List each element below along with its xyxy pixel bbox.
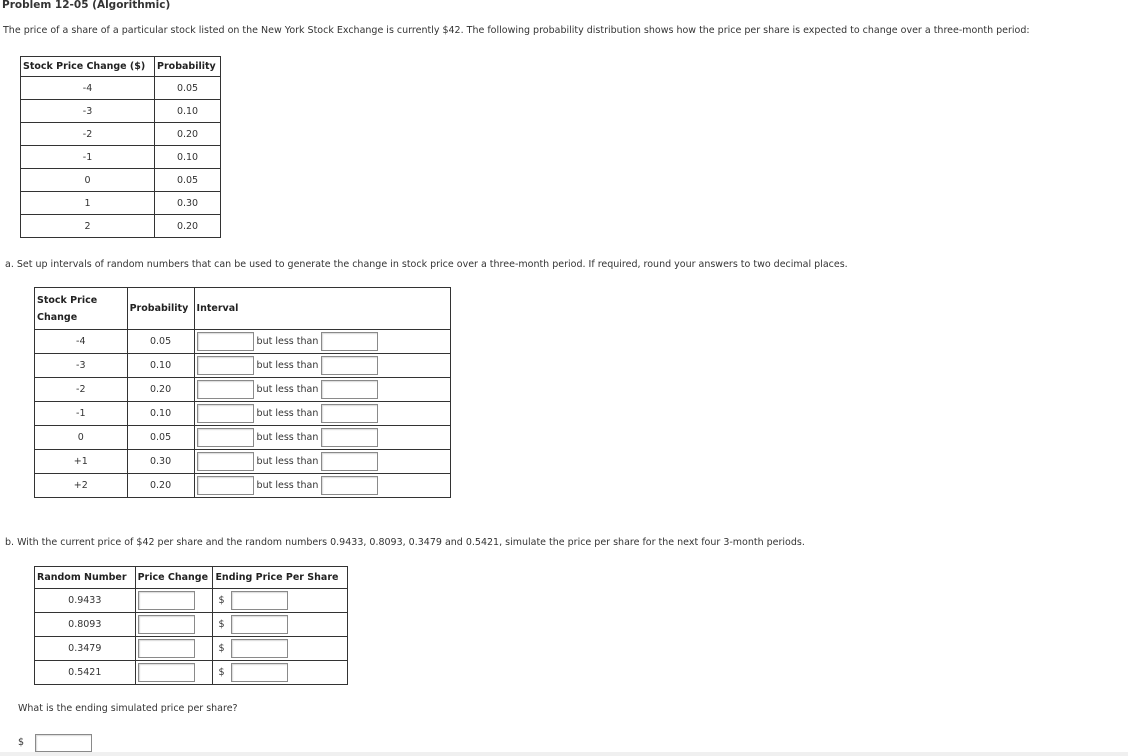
ending-price-input[interactable] (231, 591, 288, 610)
interval-row (35, 474, 451, 498)
but-less-than-label: but less than (256, 384, 319, 395)
probability-cell: 0.05 (155, 169, 221, 192)
ending-price-input[interactable] (231, 615, 288, 634)
simulation-row (35, 637, 348, 661)
ending-price-input[interactable] (231, 663, 288, 682)
probability-cell: 0.20 (155, 123, 221, 146)
interval-high-input[interactable] (321, 452, 378, 471)
probability-cell: 0.20 (127, 474, 194, 498)
distribution-row (21, 100, 221, 123)
distribution-table (20, 56, 221, 238)
interval-table (34, 287, 451, 498)
interval-cell (194, 450, 450, 474)
ending-price-answer-input[interactable] (35, 734, 92, 752)
change-cell: 2 (21, 215, 155, 238)
price-change-cell (135, 637, 213, 661)
price-change-input[interactable] (138, 639, 195, 658)
currency-symbol: $ (218, 619, 225, 630)
interval-high-input[interactable] (321, 332, 378, 351)
change-cell: -4 (21, 77, 155, 100)
header-interval: Interval (194, 288, 450, 330)
probability-cell: 0.10 (155, 146, 221, 169)
change-cell: -1 (21, 146, 155, 169)
interval-cell (194, 378, 450, 402)
but-less-than-label: but less than (256, 456, 319, 467)
but-less-than-label: but less than (256, 480, 319, 491)
interval-row (35, 450, 451, 474)
simulation-row (35, 613, 348, 637)
but-less-than-label: but less than (256, 408, 319, 419)
probability-cell: 0.20 (127, 378, 194, 402)
probability-cell: 0.05 (127, 330, 194, 354)
probability-cell: 0.05 (155, 77, 221, 100)
interval-low-input[interactable] (197, 476, 254, 495)
change-cell: -3 (35, 354, 128, 378)
change-cell: -2 (35, 378, 128, 402)
random-number-cell: 0.9433 (35, 589, 136, 613)
part-b-question: b. With the current price of $42 per share and the random numbers 0.9433, 0.8093, 0.3479 and 0.5421, simulate the price per share for the next four 3-month periods. (5, 537, 805, 548)
ending-price-cell (213, 661, 348, 685)
simulation-table (34, 566, 348, 685)
price-change-input[interactable] (138, 591, 195, 610)
interval-row (35, 330, 451, 354)
change-cell: +1 (35, 450, 128, 474)
probability-cell: 0.10 (127, 402, 194, 426)
interval-cell (194, 330, 450, 354)
distribution-row (21, 146, 221, 169)
probability-cell: 0.30 (155, 192, 221, 215)
but-less-than-label: but less than (256, 336, 319, 347)
probability-cell: 0.30 (127, 450, 194, 474)
ending-price-cell (213, 613, 348, 637)
interval-row (35, 378, 451, 402)
price-change-cell (135, 613, 213, 637)
change-cell: +2 (35, 474, 128, 498)
interval-high-input[interactable] (321, 428, 378, 447)
interval-high-input[interactable] (321, 476, 378, 495)
change-cell: -1 (35, 402, 128, 426)
bottom-scroll-strip (0, 752, 1128, 756)
header-ending-price: Ending Price Per Share (213, 567, 348, 589)
price-change-cell (135, 589, 213, 613)
header-stock-price-change: Stock Price Change ($) (21, 57, 155, 77)
interval-low-input[interactable] (197, 356, 254, 375)
distribution-row (21, 192, 221, 215)
probability-cell: 0.10 (127, 354, 194, 378)
change-cell: 1 (21, 192, 155, 215)
change-cell: -2 (21, 123, 155, 146)
header-random-number: Random Number (35, 567, 136, 589)
interval-low-input[interactable] (197, 380, 254, 399)
distribution-row (21, 77, 221, 100)
currency-symbol: $ (218, 595, 225, 606)
interval-row (35, 426, 451, 450)
interval-low-input[interactable] (197, 428, 254, 447)
interval-cell (194, 426, 450, 450)
part-a-question: a. Set up intervals of random numbers that can be used to generate the change in stock price over a three-month period. If required, round your answers to two decimal places. (5, 259, 848, 270)
interval-low-input[interactable] (197, 452, 254, 471)
interval-cell (194, 354, 450, 378)
interval-low-input[interactable] (197, 404, 254, 423)
distribution-row (21, 123, 221, 146)
change-cell: 0 (21, 169, 155, 192)
interval-row (35, 402, 451, 426)
interval-low-input[interactable] (197, 332, 254, 351)
final-answer-row (18, 732, 92, 752)
distribution-row (21, 169, 221, 192)
ending-price-cell (213, 637, 348, 661)
price-change-input[interactable] (138, 663, 195, 682)
intro-text: The price of a share of a particular stock listed on the New York Stock Exchange is currently $42. The following probability distribution shows how the price per share is expected to change over a three-month period: (3, 25, 1030, 36)
change-cell: -3 (21, 100, 155, 123)
ending-price-input[interactable] (231, 639, 288, 658)
header-stock-price-change: Stock Price Change (35, 288, 128, 330)
problem-title: Problem 12-05 (Algorithmic) (2, 0, 171, 11)
header-probability: Probability (155, 57, 221, 77)
random-number-cell: 0.5421 (35, 661, 136, 685)
header-price-change: Price Change (135, 567, 213, 589)
currency-symbol: $ (18, 737, 25, 748)
interval-high-input[interactable] (321, 356, 378, 375)
random-number-cell: 0.8093 (35, 613, 136, 637)
interval-cell (194, 474, 450, 498)
currency-symbol: $ (218, 667, 225, 678)
final-question: What is the ending simulated price per share? (18, 703, 238, 714)
interval-cell (194, 402, 450, 426)
interval-high-input[interactable] (321, 404, 378, 423)
interval-row (35, 354, 451, 378)
price-change-cell (135, 661, 213, 685)
header-probability: Probability (127, 288, 194, 330)
interval-high-input[interactable] (321, 380, 378, 399)
price-change-input[interactable] (138, 615, 195, 634)
probability-cell: 0.05 (127, 426, 194, 450)
but-less-than-label: but less than (256, 432, 319, 443)
change-cell: -4 (35, 330, 128, 354)
distribution-row (21, 215, 221, 238)
simulation-row (35, 589, 348, 613)
ending-price-cell (213, 589, 348, 613)
but-less-than-label: but less than (256, 360, 319, 371)
probability-cell: 0.20 (155, 215, 221, 238)
random-number-cell: 0.3479 (35, 637, 136, 661)
change-cell: 0 (35, 426, 128, 450)
simulation-row (35, 661, 348, 685)
probability-cell: 0.10 (155, 100, 221, 123)
currency-symbol: $ (218, 643, 225, 654)
